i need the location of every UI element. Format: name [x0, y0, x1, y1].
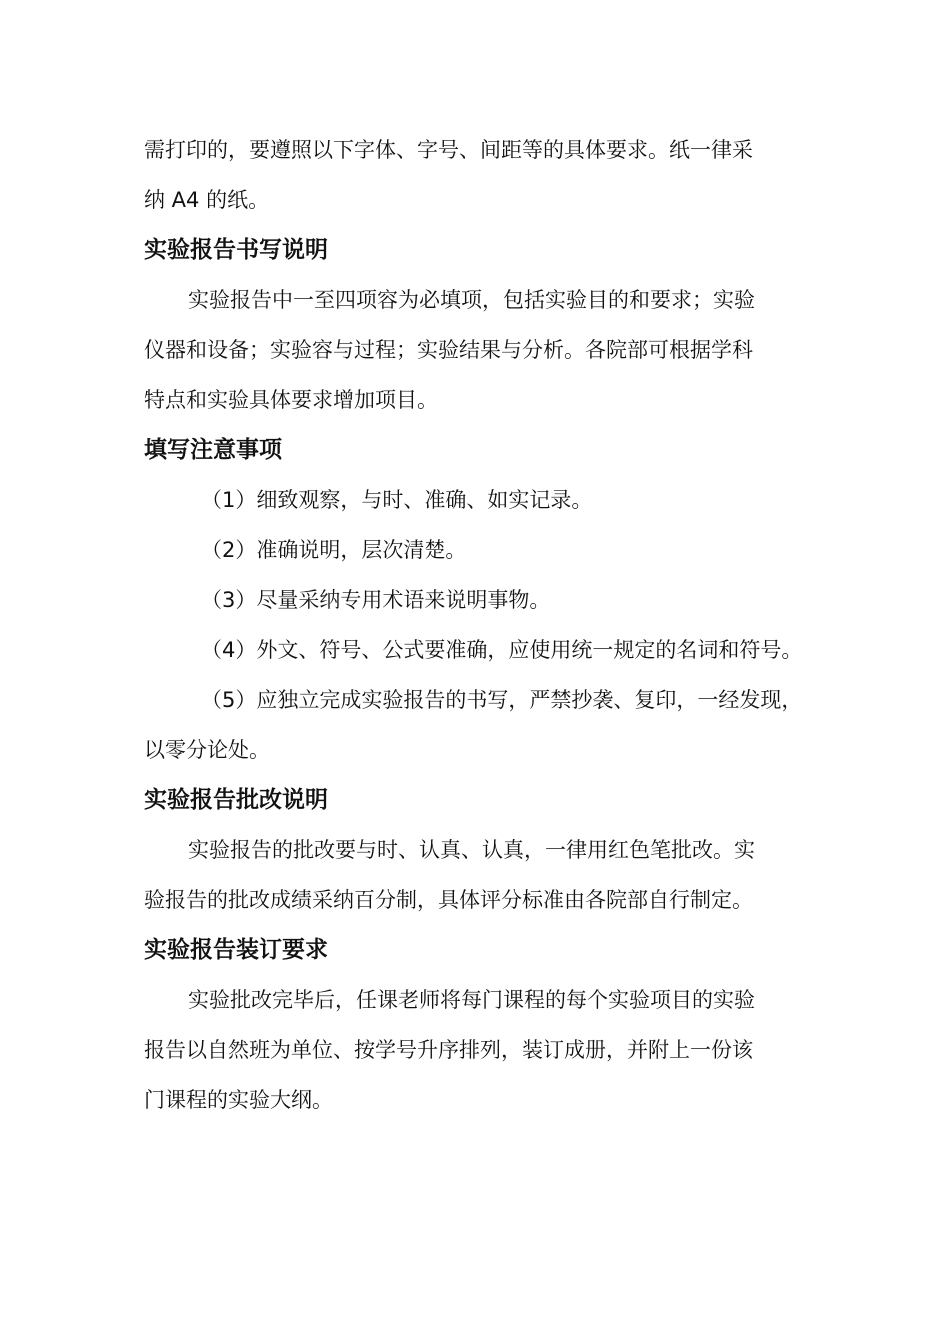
- note-item: （5）应独立完成实验报告的书写，严禁抄袭、复印，一经发现，: [201, 688, 803, 712]
- grading-paragraph-line: 实验报告的批改要与时、认真、认真，一律用红色笔批改。实: [188, 838, 755, 862]
- note-item-continuation: 以零分论处。: [144, 738, 270, 762]
- writing-paragraph-line: 特点和实验具体要求增加项目。: [144, 388, 438, 412]
- binding-paragraph-line: 报告以自然班为单位、按学号升序排列，装订成册，并附上一份该: [144, 1038, 753, 1062]
- binding-paragraph-line: 门课程的实验大纲。: [144, 1088, 333, 1112]
- binding-paragraph-line: 实验批改完毕后，任课老师将每门课程的每个实验项目的实验: [188, 988, 755, 1012]
- writing-paragraph-line: 实验报告中一至四项容为必填项，包括实验目的和要求；实验: [188, 288, 755, 312]
- intro-line-2: 纳 A4 的纸。: [144, 188, 270, 212]
- heading-notes: 填写注意事项: [144, 437, 282, 463]
- heading-report-writing: 实验报告书写说明: [144, 237, 328, 263]
- grading-paragraph-line: 验报告的批改成绩采纳百分制，具体评分标准由各院部自行制定。: [144, 888, 753, 912]
- note-item: （1）细致观察，与时、准确、如实记录。: [201, 488, 593, 512]
- document-page: [144, 125, 834, 1125]
- note-item: （3）尽量采纳专用术语来说明事物。: [201, 588, 551, 612]
- note-item: （2）准确说明，层次清楚。: [201, 538, 467, 562]
- intro-line-1: 需打印的，要遵照以下字体、字号、间距等的具体要求。纸一律采: [144, 138, 753, 162]
- heading-binding: 实验报告装订要求: [144, 937, 328, 963]
- writing-paragraph-line: 仪器和设备；实验容与过程；实验结果与分析。各院部可根据学科: [144, 338, 753, 362]
- note-item: （4）外文、符号、公式要准确，应使用统一规定的名词和符号。: [201, 638, 803, 662]
- heading-grading: 实验报告批改说明: [144, 787, 328, 813]
